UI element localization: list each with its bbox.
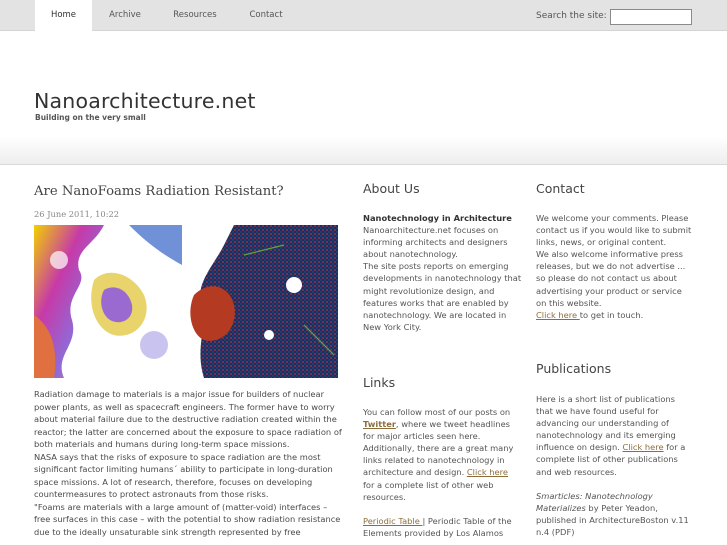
search-input[interactable] — [610, 9, 692, 25]
about-heading: Nanotechnology in Architecture — [363, 213, 512, 223]
publication-title-cont: Materializes — [536, 502, 586, 513]
post-image — [34, 225, 338, 378]
contact-line — [536, 309, 704, 321]
publications-line: advancing our understanding of — [536, 418, 669, 429]
links-line — [363, 515, 531, 527]
post-body-line: countermeasures to protect astronauts from those risks. — [34, 489, 269, 499]
publications-line: published in ArchitectureBoston v.11 — [536, 514, 689, 525]
about-title: About Us — [363, 181, 420, 196]
publications-line-text: influence on design. — [536, 442, 623, 453]
publications-line: complete list of other publications — [536, 454, 678, 465]
publications-title: Publications — [536, 361, 612, 376]
publications-line: n.4 (PDF) — [536, 526, 575, 537]
links-text — [363, 406, 531, 539]
about-line: nanotechnology. We are located in — [363, 309, 507, 320]
about-line: informing architects and designers — [363, 237, 508, 248]
publications-line — [536, 502, 704, 514]
post-body-line: power plants, as well as spacecraft engineers. The former have to worry — [34, 401, 335, 412]
contact-title: Contact — [536, 181, 585, 196]
publications-line: nanotechnology and its emerging — [536, 430, 676, 441]
post-body-line: reactor; the latter are concerned about the exposure to space radiation of — [34, 426, 342, 437]
links-line: for major articles seen here. — [363, 431, 481, 442]
publications-line: and web resources. — [536, 466, 617, 477]
contact-line: so please do not contact us about — [536, 273, 677, 284]
links-line — [363, 418, 531, 430]
links-line — [363, 466, 531, 478]
about-line: New York City. — [363, 321, 422, 332]
links-line: links related to nanotechnology in — [363, 455, 505, 466]
about-line: developments in nanotechnology that — [363, 273, 522, 284]
twitter-link[interactable]: Twitter — [363, 419, 396, 430]
post-body — [34, 388, 346, 538]
contact-line: releases, but we do not advertise ... — [536, 261, 686, 272]
publication-author: by Peter Yeadon, — [585, 502, 658, 513]
about-line: about nanotechnology. — [363, 249, 458, 260]
contact-line: We welcome your comments. Please — [536, 213, 689, 223]
header-divider — [0, 136, 727, 165]
search-label: Search the site: — [536, 11, 607, 21]
image-right-panel — [190, 225, 338, 378]
about-line: might revolutionize design, and — [363, 285, 495, 296]
contact-line: links, news, or original content. — [536, 237, 667, 248]
post-body-line: due to the ideally unsaturable sink strength represented by free — [34, 526, 301, 537]
post-body-line: space missions. A lot of research, therefore, focuses on developing — [34, 476, 313, 487]
publications-line-text: for a — [663, 442, 686, 453]
about-line: Nanoarchitecture.net focuses on — [363, 225, 499, 236]
links-line: resources. — [363, 491, 406, 502]
top-nav-bar — [0, 0, 727, 31]
contact-line: advertising your product or service — [536, 285, 682, 296]
links-line: Elements provided by Los Alamos — [363, 527, 504, 538]
site-title[interactable]: Nanoarchitecture.net — [34, 89, 256, 113]
post-body-line: both materials and humans during long-term space missions. — [34, 439, 290, 449]
contact-line: on this website. — [536, 297, 602, 308]
about-line: The site posts reports on emerging — [363, 261, 509, 272]
links-line: Additionally, there are a great many — [363, 443, 514, 454]
publications-line: that we have found useful for — [536, 406, 659, 417]
publications-text — [536, 393, 704, 538]
post-body-line: significant factor limiting humans´ ability to participate in long-duration — [34, 464, 333, 474]
publications-line — [536, 441, 704, 453]
nav-home[interactable]: Home — [35, 0, 92, 32]
post-body-line: NASA says that the risks of exposure to space radiation are the most — [34, 451, 321, 462]
links-line-text: architecture and design. — [363, 467, 467, 478]
site-tagline: Building on the very small — [35, 113, 146, 122]
links-line: for a complete list of other web — [363, 479, 494, 490]
links-line: You can follow most of our posts on — [363, 407, 511, 417]
links-title: Links — [363, 375, 396, 390]
nav-archive[interactable]: Archive — [109, 10, 141, 20]
contact-click-here[interactable]: Click here — [536, 309, 580, 320]
publications-click-here[interactable]: Click here — [622, 442, 664, 453]
nav-contact[interactable]: Contact — [249, 10, 283, 20]
contact-line: contact us if you would like to submit — [536, 225, 692, 236]
publications-line: Here is a short list of publications — [536, 394, 675, 404]
links-line-text: , where we tweet headlines — [395, 419, 510, 430]
post-body-line: free surfaces in this case – with the potential to show radiation resistance — [34, 514, 341, 524]
contact-line: We also welcome informative press — [536, 249, 683, 260]
post-title[interactable]: Are NanoFoams Radiation Resistant? — [34, 184, 284, 199]
about-text — [363, 212, 531, 333]
contact-line-text: to get in touch. — [579, 309, 644, 320]
post-body-line: Radiation damage to materials is a major issue for builders of nuclear — [34, 389, 325, 399]
contact-text — [536, 212, 704, 321]
links-click-here[interactable]: Click here — [466, 467, 508, 478]
periodic-table-link[interactable]: Periodic Table — [363, 515, 423, 526]
image-left-panel — [34, 225, 182, 378]
post-body-line: "Foams are materials with a large amount of (matter-void) interfaces – — [34, 501, 328, 512]
publication-title: Smarticles: Nanotechnology — [536, 490, 653, 501]
post-date: 26 June 2011, 10:22 — [34, 209, 120, 219]
about-line: features works that are enabled by — [363, 297, 509, 308]
post-body-line: about material failure due to the destructive radiation created within the — [34, 414, 337, 424]
nav-resources[interactable]: Resources — [173, 10, 217, 20]
links-line-text: | Periodic Table of the — [422, 515, 512, 526]
